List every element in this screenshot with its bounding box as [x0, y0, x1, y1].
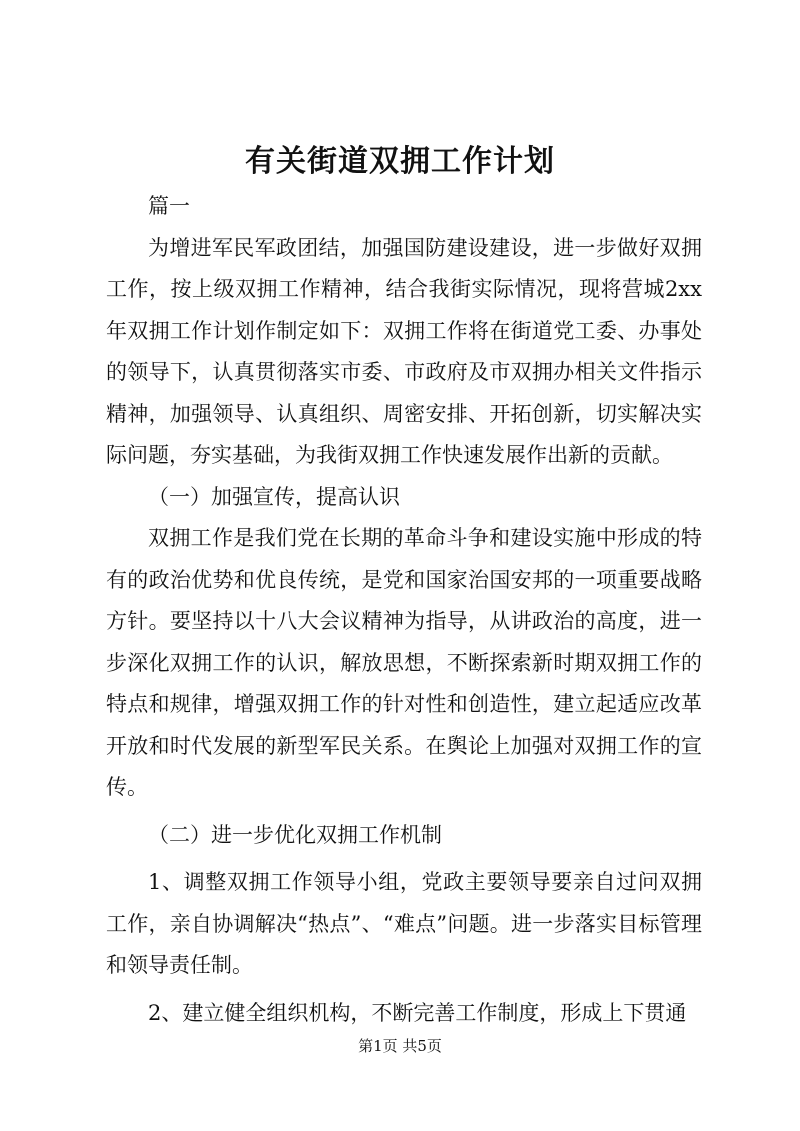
document-title: 有关街道双拥工作计划: [245, 144, 555, 179]
paragraph-intro: 为增进军民军政团结，加强国防建设建设，进一步做好双拥工作，按上级双拥工作精神，结合我街实际情况，现将营城2xx年双拥工作计划作制定如下：双拥工作将在街道党工委、办事处的领导下，认真贯彻落实市委、市政府及市双拥办相关文件指示精神，加强领导、认真组织、周密安排、开拓创新，切实解决实际问题，夯实基础，为我街双拥工作快速发展作出新的贡献。: [106, 235, 702, 467]
page-number-footer: 第1页 共5页: [358, 1037, 442, 1055]
document-body: [106, 186, 702, 1034]
list-item-1: 1、调整双拥工作领导小组，党政主要领导要亲自过问双拥工作，亲自协调解决“热点”、“难点”问题。进一步落实目标管理和领导责任制。: [106, 870, 702, 977]
list-item-2: 2、建立健全组织机构，不断完善工作制度，形成上下贯通: [148, 1000, 687, 1025]
paragraph-body-1: 双拥工作是我们党在长期的革命斗争和建设实施中形成的特有的政治优势和优良传统，是党和国家治国安邦的一项重要战略方针。要坚持以十八大会议精神为指导，从讲政治的高度，进一步深化双拥工作的认识，解放思想，不断探索新时期双拥工作的特点和规律，增强双拥工作的针对性和创造性，建立起适应改革开放和时代发展的新型军民关系。在舆论上加强对双拥工作的宣传。: [106, 526, 702, 799]
section-heading-1: （一）加强宣传，提高认识: [148, 484, 400, 509]
section-heading-2: （二）进一步优化双拥工作机制: [148, 822, 442, 847]
section-label: 篇一: [148, 194, 190, 218]
